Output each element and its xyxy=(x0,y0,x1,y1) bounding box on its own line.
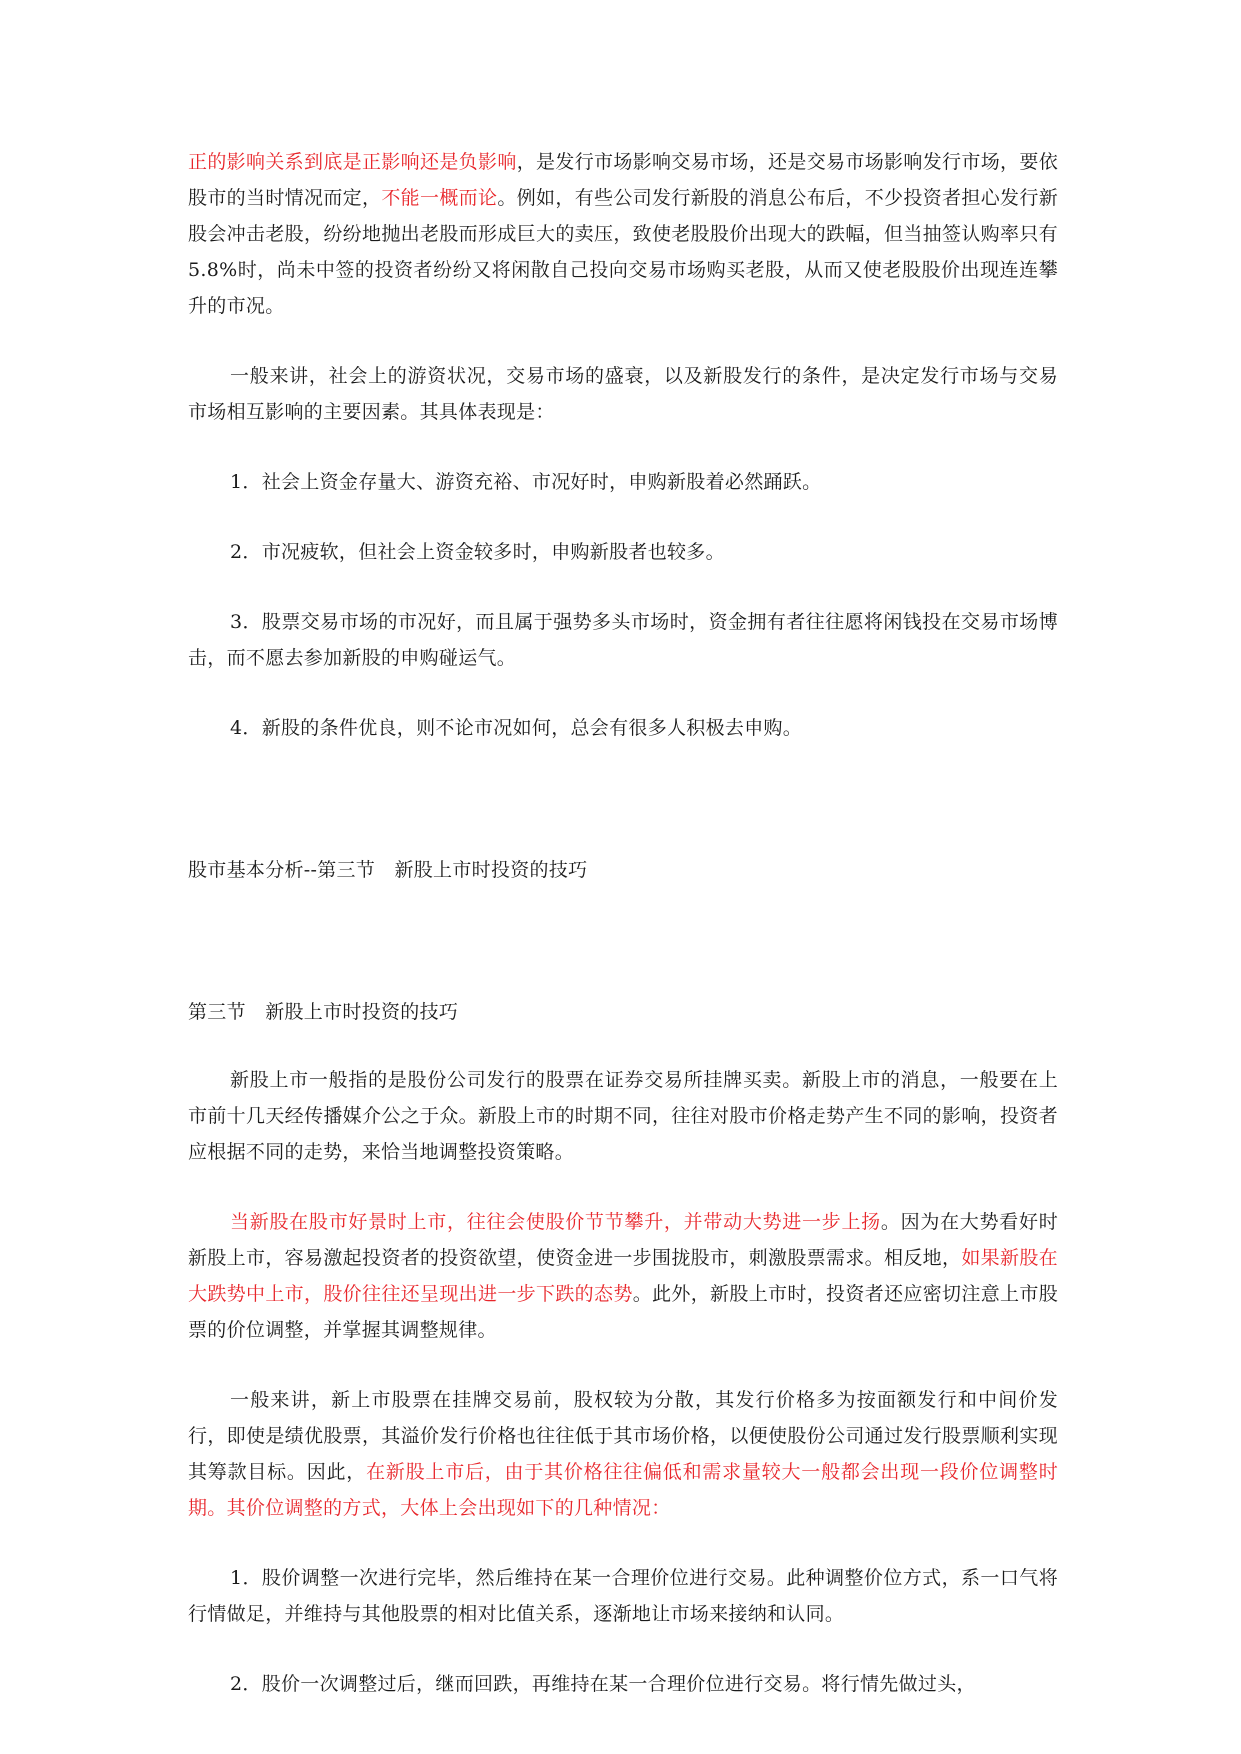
emphasis-text: 正的影响关系到底是正影响还是负影响 xyxy=(188,151,517,173)
emphasis-text: 如果新股在大跌势中上市，股价往往还呈现出进一步下跌的态势 xyxy=(188,1247,1058,1305)
emphasis-text: 当新股在股市好景时上市，往往会使股价节节攀升，并带动大势进一步上扬 xyxy=(230,1211,881,1233)
section-heading: 股市基本分析--第三节 新股上市时投资的技巧 xyxy=(188,859,588,881)
body-text: ，是发行市场影响交易市场，还是交易市场影响发行市场，要依股市的当时情况而定， xyxy=(188,151,1058,209)
paragraph-listing-timing xyxy=(188,1204,1058,1348)
paragraph-main-factors: 一般来讲，社会上的游资状况，交易市场的盛衰，以及新股发行的条件，是决定发行市场与交易市场相互影响的主要因素。其具体表现是： xyxy=(188,365,1058,423)
paragraph-new-listing: 新股上市一般指的是股份公司发行的股票在证券交易所挂牌买卖。新股上市的消息，一般要在上市前十几天经传播媒介公之于众。新股上市的时期不同，往往对股市价格走势产生不同的影响，投资者应根据不同的走势，来恰当地调整投资策略。 xyxy=(188,1069,1058,1163)
list-item: 2．市况疲软，但社会上资金较多时，申购新股者也较多。 xyxy=(230,541,725,563)
body-text: 。此外，新股上市时，投资者还应密切注意上市股票的价位调整，并掌握其调整规律。 xyxy=(188,1283,1058,1341)
list-item: 1．社会上资金存量大、游资充裕、市况好时，申购新股着必然踊跃。 xyxy=(230,471,822,493)
list-item: 4．新股的条件优良，则不论市况如何，总会有很多人积极去申购。 xyxy=(230,717,803,739)
list-item: 1．股价调整一次进行完毕，然后维持在某一合理价位进行交易。此种调整价位方式，系一口气将行情做足，并维持与其他股票的相对比值关系，逐渐地让市场来接纳和认同。 xyxy=(188,1567,1058,1625)
emphasis-text: 不能一概而论 xyxy=(381,187,498,209)
emphasis-text: 在新股上市后，由于其价格往往偏低和需求量较大一般都会出现一段价位调整时期。其价位调整的方式，大体上会出现如下的几种情况： xyxy=(188,1461,1058,1519)
body-text: 一般来讲，新上市股票在挂牌交易前，股权较为分散，其发行价格多为按面额发行和中间价发行，即使是绩优股票，其溢价发行价格也往往低于其市场价格，以便使股份公司通过发行股票顺利实现其筹款目标。因此， xyxy=(188,1389,1058,1483)
section-subheading: 第三节 新股上市时投资的技巧 xyxy=(188,1001,459,1023)
paragraph-market-influence xyxy=(188,144,1058,324)
list-item: 2．股价一次调整过后，继而回跌，再维持在某一合理价位进行交易。将行情先做过头， xyxy=(230,1673,976,1695)
list-item: 3．股票交易市场的市况好，而且属于强势多头市场时，资金拥有者往往愿将闲钱投在交易市场博击，而不愿去参加新股的申购碰运气。 xyxy=(188,611,1058,669)
body-text: 。因为在大势看好时新股上市，容易激起投资者的投资欲望，使资金进一步围拢股市，刺激股票需求。相反地， xyxy=(188,1211,1059,1269)
body-text: 。例如，有些公司发行新股的消息公布后，不少投资者担心发行新股会冲击老股，纷纷地抛出老股而形成巨大的卖压，致使老股股价出现大的跌幅，但当抽签认购率只有 5.8%时，尚未中签的投资者纷纷又将闲散自己投向交易市场购买老股，从而又使老股股价出现连连攀升的市况。 xyxy=(188,187,1058,317)
paragraph-price-adjustment xyxy=(188,1382,1058,1526)
document-body xyxy=(188,144,1058,1702)
